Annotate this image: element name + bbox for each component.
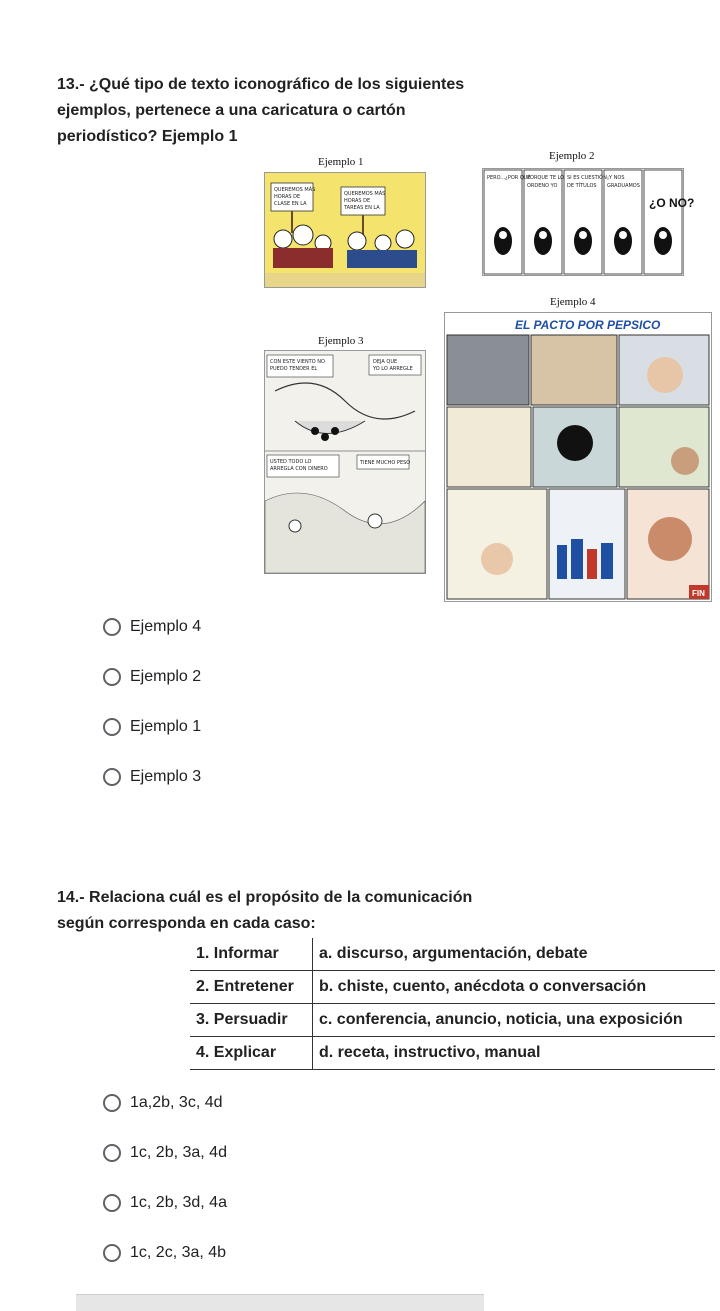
svg-text:HORAS DE: HORAS DE: [344, 198, 371, 204]
question-13-title: 13.- ¿Qué tipo de texto iconográfico de los siguientes ejemplos, pertenece a una caricatura o cartón periodístico? Ejemplo 1: [57, 76, 465, 145]
figure-label-2: Ejemplo 2: [549, 150, 595, 162]
table-row: [190, 938, 715, 971]
option-label: Ejemplo 1: [130, 718, 202, 735]
purpose-cell: 3. Persuadir: [190, 1004, 313, 1037]
svg-text:ORDENO YO: ORDENO YO: [527, 183, 558, 189]
radio-button[interactable]: [103, 768, 121, 786]
q14-option-1[interactable]: [103, 1092, 223, 1114]
radio-button[interactable]: [103, 1144, 121, 1162]
svg-text:PUEDO TENDER EL: PUEDO TENDER EL: [270, 366, 318, 372]
example-1-cartoon: [264, 172, 426, 288]
option-label: 1c, 2b, 3a, 4d: [130, 1144, 227, 1161]
svg-text:CLASE EN LA: CLASE EN LA: [274, 201, 307, 207]
svg-text:HORAS DE: HORAS DE: [274, 194, 301, 200]
option-label: 1c, 2c, 3a, 4b: [130, 1244, 227, 1261]
svg-text:TIENE MUCHO PESO: TIENE MUCHO PESO: [360, 460, 411, 466]
svg-text:TAREAS EN LA: TAREAS EN LA: [344, 205, 380, 211]
figure-label-4: Ejemplo 4: [550, 296, 596, 308]
radio-button[interactable]: [103, 618, 121, 636]
q13-option-1[interactable]: [103, 616, 201, 638]
example-2-comic-strip: [482, 168, 695, 276]
svg-text:ARREGLA CON DINERO: ARREGLA CON DINERO: [270, 466, 328, 472]
example-cell: a. discurso, argumentación, debate: [313, 938, 716, 971]
example-cell: c. conferencia, anuncio, noticia, una exposición: [313, 1004, 716, 1037]
radio-button[interactable]: [103, 668, 121, 686]
svg-text:¡Y NOS: ¡Y NOS: [607, 175, 625, 181]
q13-option-2[interactable]: [103, 666, 201, 688]
example-3-cartoon: [264, 350, 426, 574]
svg-text:QUEREMOS MÁS: QUEREMOS MÁS: [274, 187, 316, 193]
relation-table: [190, 938, 715, 1070]
example-4-comic: [444, 312, 712, 602]
svg-text:PORQUE TE LO: PORQUE TE LO: [527, 175, 565, 181]
radio-button[interactable]: [103, 1094, 121, 1112]
svg-text:YO LO ARREGLE: YO LO ARREGLE: [373, 366, 413, 372]
svg-text:DEJA QUE: DEJA QUE: [373, 359, 398, 365]
option-label: 1c, 2b, 3d, 4a: [130, 1194, 227, 1211]
q13-option-3[interactable]: [103, 716, 201, 738]
example-cell: b. chiste, cuento, anécdota o conversación: [313, 971, 716, 1004]
figure-label-1: Ejemplo 1: [318, 156, 364, 168]
q14-option-2[interactable]: [103, 1142, 227, 1164]
svg-text:SI ES CUESTIÓN: SI ES CUESTIÓN: [567, 175, 607, 181]
svg-text:CON ESTE VIENTO NO: CON ESTE VIENTO NO: [270, 359, 325, 365]
svg-text:GRADUAMOS: GRADUAMOS: [607, 183, 640, 189]
table-row: [190, 1004, 715, 1037]
svg-text:FIN: FIN: [692, 589, 705, 598]
q14-option-3[interactable]: [103, 1192, 227, 1214]
option-label: Ejemplo 4: [130, 618, 202, 635]
svg-text:¿O NO?: ¿O NO?: [649, 196, 695, 210]
option-label: 1a,2b, 3c, 4d: [130, 1094, 223, 1111]
question-14-title: 14.- Relaciona cuál es el propósito de la comunicación según corresponda en cada caso:: [57, 889, 473, 932]
table-row: [190, 971, 715, 1004]
radio-button[interactable]: [103, 718, 121, 736]
purpose-cell: 4. Explicar: [190, 1037, 313, 1070]
svg-text:PERO...¿POR QUÉ: PERO...¿POR QUÉ: [487, 175, 531, 181]
radio-button[interactable]: [103, 1244, 121, 1262]
svg-text:DE TÍTULOS: DE TÍTULOS: [567, 183, 597, 189]
svg-text:QUEREMOS MÁS: QUEREMOS MÁS: [344, 191, 386, 197]
figure-label-3: Ejemplo 3: [318, 335, 364, 347]
svg-text:USTED TODO LO: USTED TODO LO: [270, 459, 312, 465]
option-label: Ejemplo 3: [130, 768, 202, 785]
option-label: Ejemplo 2: [130, 668, 202, 685]
purpose-cell: 1. Informar: [190, 938, 313, 971]
q13-option-4[interactable]: [103, 766, 201, 788]
purpose-cell: 2. Entretener: [190, 971, 313, 1004]
q14-option-4[interactable]: [103, 1242, 226, 1264]
svg-text:EL PACTO POR PEPSICO: EL PACTO POR PEPSICO: [515, 318, 661, 332]
bottom-divider: [76, 1294, 484, 1311]
table-row: [190, 1037, 715, 1070]
example-cell: d. receta, instructivo, manual: [313, 1037, 716, 1070]
radio-button[interactable]: [103, 1194, 121, 1212]
